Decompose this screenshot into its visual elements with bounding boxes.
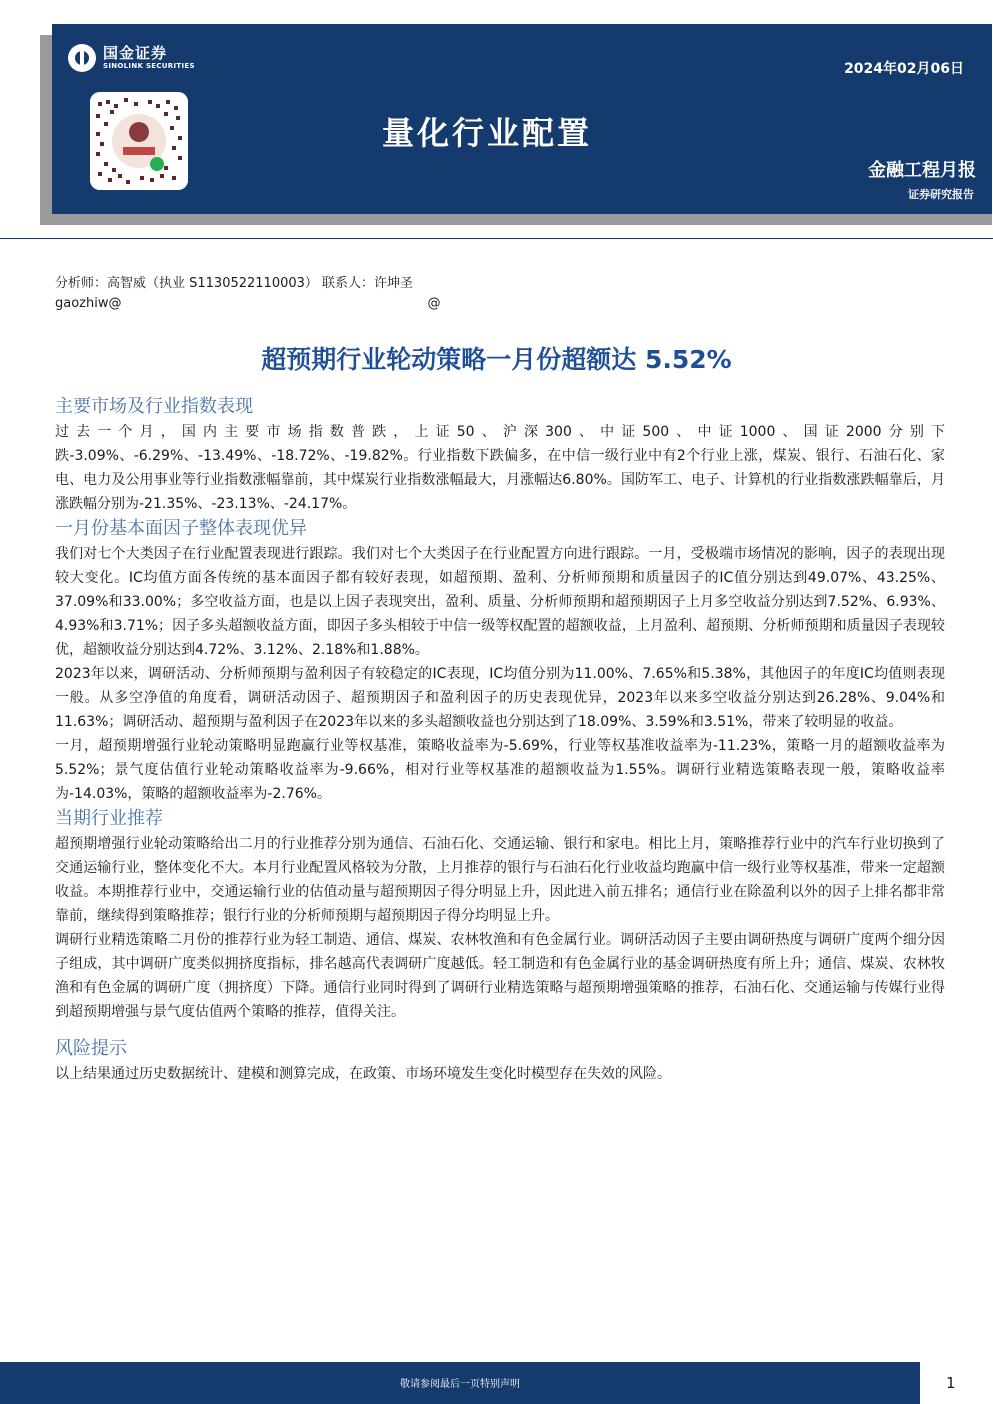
section-paragraph: 一月，超预期增强行业轮动策略明显跑赢行业等权基准，策略收益率为-5.69%，行业等权基准收益率为-11.23%，策略一月的超额收益率为5.52%；景气度估值行业轮动策略收益率为-9.66%，相对行业等权基准的超额收益为1.55%。调研行业精选策略表现一般，策略收益率为-14.03%，策略的超额收益率为-2.76%。 (55, 738, 945, 802)
section-heading: 风险提示 (55, 1038, 127, 1059)
qr-code-icon (90, 92, 188, 190)
section-industry-recommendation (55, 806, 945, 1024)
header-rule (0, 238, 993, 239)
section-paragraph: 2023年以来，调研活动、分析师预期与盈利因子有较稳定的IC表现，IC均值分别为11.00%、7.65%和5.38%，其他因子的年度IC均值则表现一般。从多空净值的角度看，调研活动因子、超预期因子和盈利因子的历史表现优异，2023年以来多空收益分别达到26.28%、9.04%和11.63%；调研活动、超预期与盈利因子在2023年以来的多头超额收益也分别达到了18.09%、3.59%和3.51%，带来了较明显的收益。 (55, 666, 945, 730)
footer-disclaimer: 敬请参阅最后一页特别声明 (400, 1379, 520, 1390)
contact-email[interactable]: @ (427, 296, 441, 311)
company-logo (68, 44, 195, 72)
section-paragraph: 我们对七个大类因子在行业配置表现进行跟踪。我们对七个大类因子在行业配置方向进行跟踪。一月，受极端市场情况的影响，因子的表现出现较大变化。IC均值方面各传统的基本面因子都有较好表现，如超预期、盈利、分析师预期和质量因子的IC值分别达到49.07%、43.25%、37.09%和33.00%；多空收益方面，也是以上因子表现突出，盈利、质量、分析师预期和超预期因子上月多空收益分别达到7.52%、6.93%、4.93%和3.71%；因子多头超额收益方面，即因子多头相较于中信一级等权配置的超额收益，上月盈利、超预期、分析师预期和质量因子表现较优，超额收益分别达到4.72%、3.12%、2.18%和1.88%。 (55, 546, 945, 658)
section-paragraph: 超预期增强行业轮动策略给出二月的行业推荐分别为通信、石油石化、交通运输、银行和家电。相比上月，策略推荐行业中的汽车行业切换到了交通运输行业，整体变化不大。本月行业配置风格较为分散，上月推荐的银行与石油石化行业收益均跑赢中信一级行业等权基准，带来一定超额收益。本期推荐行业中，交通运输行业的估值动量与超预期因子得分明显上升，因此进入前五排名；通信行业在除盈利以外的因子上排名都非常靠前，继续得到策略推荐；银行行业的分析师预期与超预期因子得分均明显上升。 (55, 836, 945, 924)
author-email-row (55, 294, 440, 314)
logo-name-en: SINOLINK SECURITIES (103, 62, 195, 70)
header-banner (52, 24, 992, 214)
logo-mark-icon (68, 44, 96, 72)
report-subtype: 证券研究报告 (908, 188, 974, 201)
section-heading: 一月份基本面因子整体表现优异 (55, 518, 307, 539)
author-email[interactable]: gaozhiw@ (55, 296, 122, 311)
logo-name-cn: 国金证券 (103, 44, 168, 62)
author-line: 分析师：高智威（执业 S1130522110003） 联系人：许坤圣 (55, 276, 414, 291)
report-body (55, 394, 945, 1086)
section-risk-warning (55, 1036, 945, 1086)
report-type: 金融工程月报 (868, 160, 976, 181)
section-heading: 当期行业推荐 (55, 808, 163, 829)
section-paragraph: 以上结果通过历史数据统计、建模和测算完成，在政策、市场环境发生变化时模型存在失效的风险。 (55, 1066, 671, 1082)
section-paragraph: 调研行业精选策略二月份的推荐行业为轻工制造、通信、煤炭、农林牧渔和有色金属行业。调研活动因子主要由调研热度与调研广度两个细分因子组成，其中调研广度类似拥挤度指标，排名越高代表调研广度越低。轻工制造和有色金属行业的基金调研热度有所上升；通信、煤炭、农林牧渔和有色金属的调研广度（拥挤度）下降。通信行业同时得到了调研行业精选策略与超预期增强策略的推荐，石油石化、交通运输与传媒行业得到超预期增强与景气度估值两个策略的推荐，值得关注。 (55, 932, 945, 1020)
report-date: 2024年02月06日 (844, 61, 964, 77)
page-number: 1 (946, 1374, 956, 1392)
report-title: 超预期行业轮动策略一月份超额达 5.52% (261, 345, 732, 374)
section-paragraph: 过去一个月，国内主要市场指数普跌，上证50、沪深300、中证500、中证1000、国证2000分别下跌-3.09%、-6.29%、-13.49%、-18.72%、-19.82%。行业指数下跌偏多，在中信一级行业中有2个行业上涨，煤炭、银行、石油石化、家电、电力及公用事业等行业指数涨幅靠前，其中煤炭行业指数涨幅最大，月涨幅达6.80%。国防军工、电子、计算机的行业指数涨跌幅靠后，月涨跌幅分别为-21.35%、-23.13%、-24.17%。 (55, 424, 945, 512)
banner-title: 量化行业配置 (382, 114, 593, 152)
author-block (55, 274, 440, 314)
section-heading: 主要市场及行业指数表现 (55, 396, 253, 417)
section-factor-performance (55, 516, 945, 806)
section-market-performance (55, 394, 945, 516)
